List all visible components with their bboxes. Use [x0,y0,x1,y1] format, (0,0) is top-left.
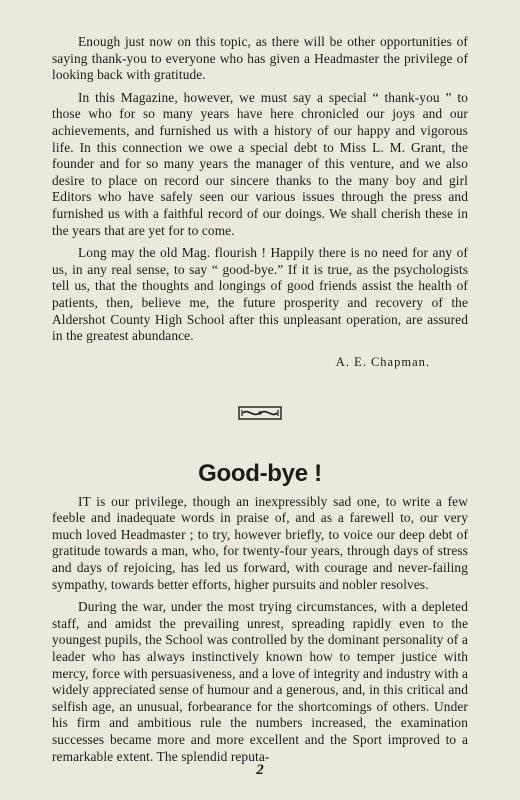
paragraph: Long may the old Mag. flourish ! Happily there is no need for any of us, in any real sense, to say “ good-bye.” If it is true, as the psychologists tell us, that the thoughts and longings of good friends assist the health of patients, then, believe me, the future prosperity and recovery of the Aldershot County High School after this unpleasant operation, are assured in the greatest abundance. [52,245,468,344]
article-heading: Good-bye ! [198,459,322,487]
paragraph: During the war, under the most trying circumstances, with a depleted staff, and amidst the prevailing unrest, spreading rapidly even to the youngest pupils, the School was controlled by the dominant personality of a leader who has always instinctively known how to temper justice with mercy, force with persuasiveness, and a love of integrity and industry with a widely appreciated sense of humour and a generous, and, in this critical and selfish age, an unusual, forbearance for the shortcomings of others. Under his firm and ambitious rule the numbers increased, the examination successes became more and more excellent and the Sport improved to a remarkable extent. The splendid reputa- [52,599,468,764]
article-closing-section [52,34,468,370]
paragraph: IT is our privilege, though an inexpressibly sad one, to write a few feeble and inadequate words in praise of, and as a farewell to, our very much loved Headmaster ; to try, however briefly, to voice our deep debt of gratitude towards a man, who, for twenty-four years, through days of stress and days of rejoicing, has led us forward, with courage and never-failing sympathy, towards better efforts, higher pursuits and nobler resolves. [52,493,468,592]
scroll-ornament-icon [52,406,468,420]
page-number: 2 [256,762,264,778]
paragraph: In this Magazine, however, we must say a special “ thank-you ” to those who for so many years have here chronicled our joys and our achievements, and furnished us with a history of our happy and vigorous life. In this connection we owe a special debt to Miss L. M. Grant, the founder and for so many years the manager of this venture, and we also desire to place on record our sincere thanks to the many boy and girl Editors who have safely seen our various issues through the press and furnished us with a faithful record of our doings. We shall cherish these in the years that are yet for to come. [52,89,468,238]
article-goodbye-section [52,460,468,766]
author-signature: A. E. Chapman. [335,354,430,369]
paragraph: Enough just now on this topic, as there will be other opportunities of saying thank-you to everyone who has given a Headmaster the privilege of looking back with gratitude. [52,34,468,83]
